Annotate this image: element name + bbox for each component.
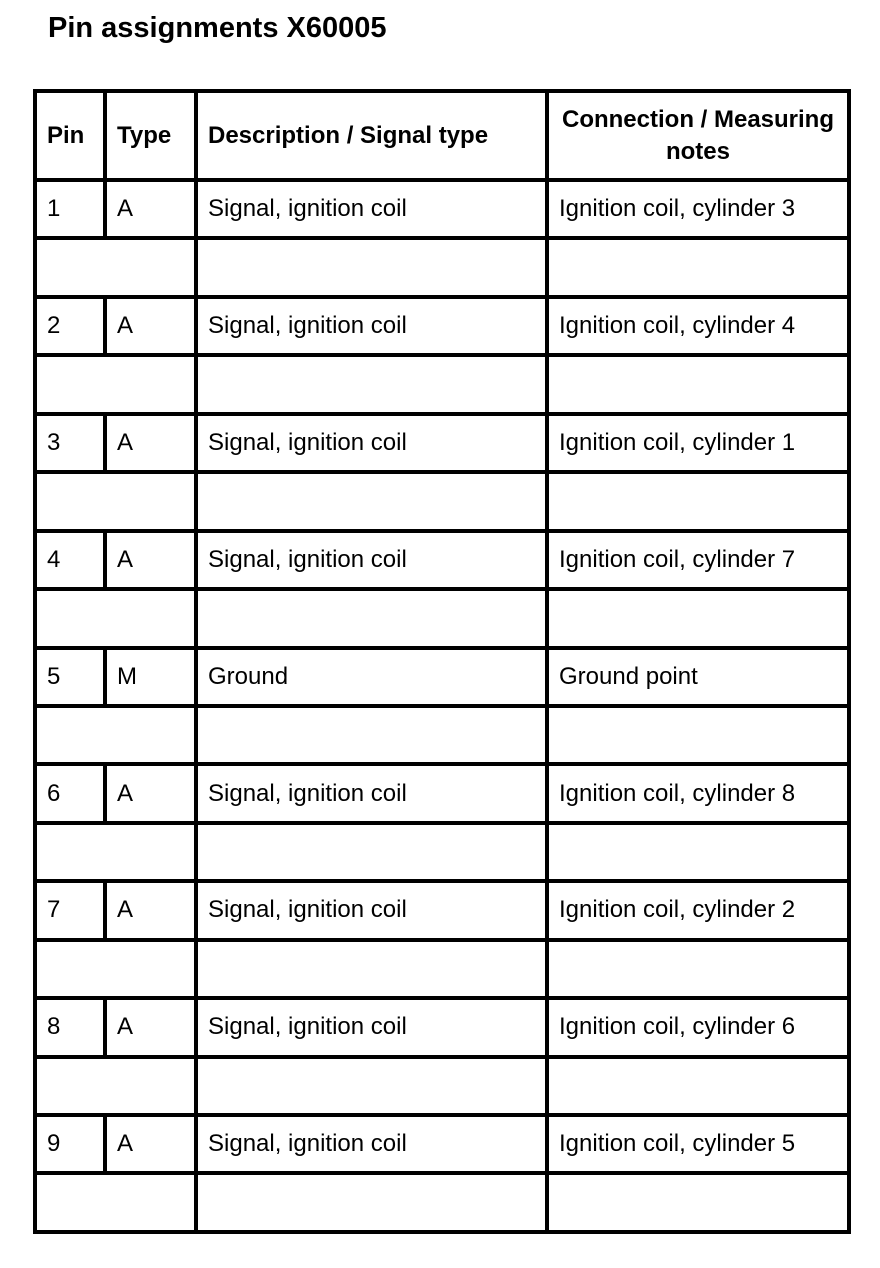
blank-cell: [196, 589, 547, 647]
pin-cell: 7: [35, 881, 105, 939]
type-cell: A: [105, 764, 196, 822]
description-cell: Signal, ignition coil: [196, 1115, 547, 1173]
blank-cell: [35, 1057, 196, 1115]
blank-cell: [547, 706, 849, 764]
description-cell: Signal, ignition coil: [196, 881, 547, 939]
blank-cell: [196, 472, 547, 530]
blank-cell: [547, 238, 849, 296]
connection-cell: Ignition coil, cylinder 8: [547, 764, 849, 822]
table-row: [35, 648, 849, 706]
blank-row: [35, 706, 849, 764]
blank-cell: [196, 355, 547, 413]
blank-cell: [35, 472, 196, 530]
connection-cell: Ignition coil, cylinder 3: [547, 180, 849, 238]
type-cell: A: [105, 531, 196, 589]
blank-row: [35, 940, 849, 998]
blank-cell: [547, 940, 849, 998]
blank-cell: [196, 823, 547, 881]
description-cell: Signal, ignition coil: [196, 297, 547, 355]
description-cell: Signal, ignition coil: [196, 764, 547, 822]
type-cell: A: [105, 297, 196, 355]
type-cell: A: [105, 1115, 196, 1173]
connection-cell: Ignition coil, cylinder 5: [547, 1115, 849, 1173]
type-cell: A: [105, 881, 196, 939]
blank-cell: [35, 823, 196, 881]
blank-cell: [196, 238, 547, 296]
connection-cell: Ignition coil, cylinder 4: [547, 297, 849, 355]
blank-row: [35, 1173, 849, 1232]
blank-cell: [547, 823, 849, 881]
blank-cell: [35, 940, 196, 998]
pin-cell: 8: [35, 998, 105, 1056]
blank-cell: [196, 706, 547, 764]
header-connection: Connection / Measuring notes: [547, 91, 849, 180]
blank-cell: [35, 238, 196, 296]
blank-row: [35, 823, 849, 881]
table-row: [35, 881, 849, 939]
type-cell: A: [105, 414, 196, 472]
connection-cell: Ground point: [547, 648, 849, 706]
blank-row: [35, 472, 849, 530]
pin-cell: 2: [35, 297, 105, 355]
type-cell: M: [105, 648, 196, 706]
blank-row: [35, 589, 849, 647]
type-cell: A: [105, 998, 196, 1056]
blank-row: [35, 355, 849, 413]
blank-cell: [35, 355, 196, 413]
table-row: [35, 297, 849, 355]
table-row: [35, 180, 849, 238]
blank-cell: [547, 1057, 849, 1115]
blank-cell: [196, 1173, 547, 1232]
table-row: [35, 764, 849, 822]
page-title: Pin assignments X60005: [48, 12, 387, 44]
pin-cell: 4: [35, 531, 105, 589]
description-cell: Signal, ignition coil: [196, 414, 547, 472]
blank-cell: [196, 940, 547, 998]
blank-cell: [547, 355, 849, 413]
description-cell: Signal, ignition coil: [196, 531, 547, 589]
table-body: [35, 180, 849, 1232]
pin-cell: 9: [35, 1115, 105, 1173]
table-row: [35, 531, 849, 589]
connection-cell: Ignition coil, cylinder 2: [547, 881, 849, 939]
table-header-row: [35, 91, 849, 180]
connection-cell: Ignition coil, cylinder 1: [547, 414, 849, 472]
connection-cell: Ignition coil, cylinder 7: [547, 531, 849, 589]
blank-cell: [35, 589, 196, 647]
description-cell: Ground: [196, 648, 547, 706]
blank-cell: [547, 472, 849, 530]
pin-cell: 3: [35, 414, 105, 472]
type-cell: A: [105, 180, 196, 238]
header-type: Type: [105, 91, 196, 180]
blank-row: [35, 1057, 849, 1115]
blank-row: [35, 238, 849, 296]
header-pin: Pin: [35, 91, 105, 180]
blank-cell: [196, 1057, 547, 1115]
header-description: Description / Signal type: [196, 91, 547, 180]
blank-cell: [35, 706, 196, 764]
description-cell: Signal, ignition coil: [196, 180, 547, 238]
blank-cell: [547, 589, 849, 647]
pin-cell: 5: [35, 648, 105, 706]
table-row: [35, 414, 849, 472]
table-row: [35, 1115, 849, 1173]
blank-cell: [547, 1173, 849, 1232]
pin-assignment-table: [33, 89, 851, 1234]
description-cell: Signal, ignition coil: [196, 998, 547, 1056]
table-row: [35, 998, 849, 1056]
pin-cell: 6: [35, 764, 105, 822]
blank-cell: [35, 1173, 196, 1232]
pin-cell: 1: [35, 180, 105, 238]
connection-cell: Ignition coil, cylinder 6: [547, 998, 849, 1056]
